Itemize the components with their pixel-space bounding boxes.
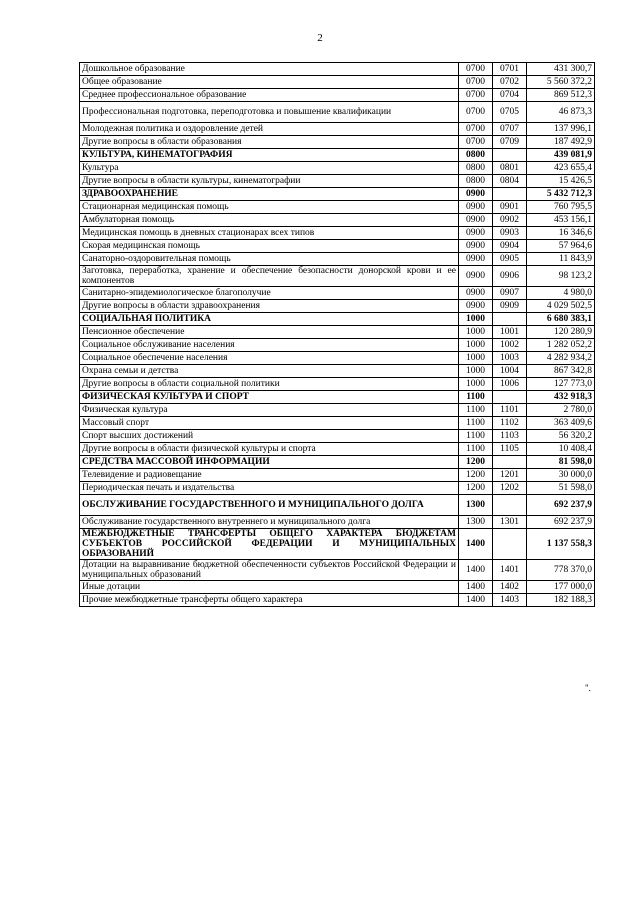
- table-row: [80, 339, 595, 352]
- row-amount: 120 280,9: [527, 326, 595, 339]
- row-name: Дотации на выравнивание бюджетной обеспеченности субъектов Российской Федерации и муниципальных образований: [80, 560, 459, 581]
- table-row: [80, 365, 595, 378]
- row-amount: 5 560 372,2: [527, 76, 595, 89]
- row-subsection-code: 0902: [493, 214, 527, 227]
- row-name: ОБСЛУЖИВАНИЕ ГОСУДАРСТВЕННОГО И МУНИЦИПАЛЬНОГО ДОЛГА: [80, 495, 459, 516]
- row-name: КУЛЬТУРА, КИНЕМАТОГРАФИЯ: [80, 149, 459, 162]
- row-name: Социальное обслуживание населения: [80, 339, 459, 352]
- row-subsection-code: 0801: [493, 162, 527, 175]
- row-name: Иные дотации: [80, 581, 459, 594]
- row-subsection-code: [493, 149, 527, 162]
- row-amount: 2 780,0: [527, 404, 595, 417]
- row-section-code: 0800: [459, 175, 493, 188]
- row-subsection-code: 1201: [493, 469, 527, 482]
- row-name: Среднее профессиональное образование: [80, 89, 459, 102]
- row-name: Санаторно-оздоровительная помощь: [80, 253, 459, 266]
- row-subsection-code: 1202: [493, 482, 527, 495]
- row-section-code: 1000: [459, 313, 493, 326]
- table-row: [80, 123, 595, 136]
- row-section-code: 0900: [459, 227, 493, 240]
- row-subsection-code: 0709: [493, 136, 527, 149]
- row-amount: 1 137 558,3: [527, 529, 595, 560]
- section-row: [80, 495, 595, 516]
- row-subsection-code: 1301: [493, 516, 527, 529]
- row-section-code: 1200: [459, 469, 493, 482]
- row-subsection-code: 1004: [493, 365, 527, 378]
- row-name: Спорт высших достижений: [80, 430, 459, 443]
- table-row: [80, 443, 595, 456]
- row-name: Другие вопросы в области здравоохранения: [80, 300, 459, 313]
- row-section-code: 1000: [459, 326, 493, 339]
- row-name: ФИЗИЧЕСКАЯ КУЛЬТУРА И СПОРТ: [80, 391, 459, 404]
- row-section-code: 1000: [459, 339, 493, 352]
- row-section-code: 0900: [459, 188, 493, 201]
- row-section-code: 0900: [459, 300, 493, 313]
- table-row: [80, 430, 595, 443]
- section-row: [80, 456, 595, 469]
- row-section-code: 0700: [459, 89, 493, 102]
- table-row: [80, 102, 595, 123]
- row-name: МЕЖБЮДЖЕТНЫЕ ТРАНСФЕРТЫ ОБЩЕГО ХАРАКТЕРА БЮДЖЕТАМ СУБЪЕКТОВ РОССИЙСКОЙ ФЕДЕРАЦИИ И МУНИЦИПАЛЬНЫХ ОБРАЗОВАНИЙ: [80, 529, 459, 560]
- row-name: Скорая медицинская помощь: [80, 240, 459, 253]
- row-name: ЗДРАВООХРАНЕНИЕ: [80, 188, 459, 201]
- row-section-code: 1400: [459, 594, 493, 607]
- row-section-code: 0700: [459, 136, 493, 149]
- row-name: Охрана семьи и детства: [80, 365, 459, 378]
- row-name: Социальное обеспечение населения: [80, 352, 459, 365]
- section-row: [80, 313, 595, 326]
- row-subsection-code: 0701: [493, 63, 527, 76]
- row-subsection-code: 1003: [493, 352, 527, 365]
- row-amount: 51 598,0: [527, 482, 595, 495]
- row-subsection-code: 0705: [493, 102, 527, 123]
- row-section-code: 1000: [459, 365, 493, 378]
- row-section-code: 1100: [459, 404, 493, 417]
- row-subsection-code: [493, 529, 527, 560]
- row-section-code: 1000: [459, 352, 493, 365]
- row-section-code: 1000: [459, 378, 493, 391]
- row-amount: 182 188,3: [527, 594, 595, 607]
- table-row: [80, 175, 595, 188]
- row-section-code: 0700: [459, 102, 493, 123]
- row-subsection-code: 1105: [493, 443, 527, 456]
- row-name: Физическая культура: [80, 404, 459, 417]
- row-section-code: 0900: [459, 214, 493, 227]
- row-name: Медицинская помощь в дневных стационарах всех типов: [80, 227, 459, 240]
- table-row: [80, 326, 595, 339]
- row-section-code: 0700: [459, 76, 493, 89]
- row-subsection-code: [493, 456, 527, 469]
- row-name: Заготовка, переработка, хранение и обеспечение безопасности донорской крови и ее компонентов: [80, 266, 459, 287]
- row-amount: 177 000,0: [527, 581, 595, 594]
- row-name: Массовый спорт: [80, 417, 459, 430]
- row-name: Дошкольное образование: [80, 63, 459, 76]
- row-amount: 6 680 383,1: [527, 313, 595, 326]
- row-section-code: 1100: [459, 417, 493, 430]
- row-name: Общее образование: [80, 76, 459, 89]
- row-section-code: 1300: [459, 495, 493, 516]
- table-row: [80, 469, 595, 482]
- row-subsection-code: 0909: [493, 300, 527, 313]
- row-subsection-code: 0901: [493, 201, 527, 214]
- table-row: [80, 136, 595, 149]
- row-amount: 10 408,4: [527, 443, 595, 456]
- row-section-code: 1400: [459, 581, 493, 594]
- row-amount: 56 320,2: [527, 430, 595, 443]
- section-row: [80, 188, 595, 201]
- row-section-code: 0800: [459, 162, 493, 175]
- table-row: [80, 404, 595, 417]
- row-amount: 4 980,0: [527, 287, 595, 300]
- row-name: Обслуживание государственного внутреннего и муниципального долга: [80, 516, 459, 529]
- row-subsection-code: [493, 313, 527, 326]
- row-name: Молодежная политика и оздоровление детей: [80, 123, 459, 136]
- row-amount: 98 123,2: [527, 266, 595, 287]
- closing-quote-mark: ".: [585, 683, 591, 693]
- table-row: [80, 214, 595, 227]
- row-subsection-code: 1006: [493, 378, 527, 391]
- section-row: [80, 529, 595, 560]
- row-subsection-code: 1001: [493, 326, 527, 339]
- row-section-code: 1100: [459, 391, 493, 404]
- row-section-code: 0700: [459, 123, 493, 136]
- row-subsection-code: 1101: [493, 404, 527, 417]
- row-name: Прочие межбюджетные трансферты общего характера: [80, 594, 459, 607]
- row-section-code: 1200: [459, 482, 493, 495]
- table-row: [80, 417, 595, 430]
- row-amount: 453 156,1: [527, 214, 595, 227]
- row-subsection-code: [493, 391, 527, 404]
- table-row: [80, 378, 595, 391]
- section-row: [80, 149, 595, 162]
- row-section-code: 1300: [459, 516, 493, 529]
- row-name: Профессиональная подготовка, переподготовка и повышение квалификации: [80, 102, 459, 123]
- table-row: [80, 352, 595, 365]
- row-name: Стационарная медицинская помощь: [80, 201, 459, 214]
- row-amount: 692 237,9: [527, 516, 595, 529]
- row-name: Периодическая печать и издательства: [80, 482, 459, 495]
- row-section-code: 1100: [459, 430, 493, 443]
- page-number: 2: [317, 32, 323, 44]
- row-amount: 57 964,6: [527, 240, 595, 253]
- table-row: [80, 227, 595, 240]
- row-section-code: 0900: [459, 240, 493, 253]
- row-section-code: 0700: [459, 63, 493, 76]
- row-subsection-code: 0707: [493, 123, 527, 136]
- row-subsection-code: 1102: [493, 417, 527, 430]
- row-amount: 127 773,0: [527, 378, 595, 391]
- row-subsection-code: 0904: [493, 240, 527, 253]
- table-row: [80, 201, 595, 214]
- budget-table: [79, 62, 595, 607]
- row-subsection-code: 0702: [493, 76, 527, 89]
- row-name: Другие вопросы в области образования: [80, 136, 459, 149]
- table-row: [80, 240, 595, 253]
- row-subsection-code: 0905: [493, 253, 527, 266]
- row-amount: 4 282 934,2: [527, 352, 595, 365]
- row-subsection-code: 0906: [493, 266, 527, 287]
- row-amount: 363 409,6: [527, 417, 595, 430]
- row-amount: 137 996,1: [527, 123, 595, 136]
- table-row: [80, 266, 595, 287]
- section-row: [80, 391, 595, 404]
- row-amount: 16 346,6: [527, 227, 595, 240]
- row-amount: 431 300,7: [527, 63, 595, 76]
- row-subsection-code: 0704: [493, 89, 527, 102]
- row-section-code: 0900: [459, 287, 493, 300]
- row-name: Другие вопросы в области социальной политики: [80, 378, 459, 391]
- row-amount: 30 000,0: [527, 469, 595, 482]
- row-subsection-code: [493, 188, 527, 201]
- row-name: Телевидение и радиовещание: [80, 469, 459, 482]
- table-row: [80, 594, 595, 607]
- table-row: [80, 300, 595, 313]
- row-amount: 692 237,9: [527, 495, 595, 516]
- row-name: Амбулаторная помощь: [80, 214, 459, 227]
- row-subsection-code: 1402: [493, 581, 527, 594]
- row-section-code: 0900: [459, 253, 493, 266]
- row-amount: 869 512,3: [527, 89, 595, 102]
- row-name: СРЕДСТВА МАССОВОЙ ИНФОРМАЦИИ: [80, 456, 459, 469]
- row-subsection-code: 0907: [493, 287, 527, 300]
- row-section-code: 1400: [459, 560, 493, 581]
- table-row: [80, 287, 595, 300]
- row-name: СОЦИАЛЬНАЯ ПОЛИТИКА: [80, 313, 459, 326]
- row-amount: 1 282 052,2: [527, 339, 595, 352]
- row-section-code: 0900: [459, 266, 493, 287]
- row-section-code: 0800: [459, 149, 493, 162]
- row-amount: 11 843,9: [527, 253, 595, 266]
- row-amount: 187 492,9: [527, 136, 595, 149]
- row-subsection-code: 1103: [493, 430, 527, 443]
- row-subsection-code: 1002: [493, 339, 527, 352]
- row-amount: 15 426,5: [527, 175, 595, 188]
- row-amount: 46 873,3: [527, 102, 595, 123]
- row-amount: 439 081,9: [527, 149, 595, 162]
- row-amount: 778 370,0: [527, 560, 595, 581]
- table-row: [80, 516, 595, 529]
- row-amount: 81 598,0: [527, 456, 595, 469]
- table-row: [80, 581, 595, 594]
- row-amount: 760 795,5: [527, 201, 595, 214]
- table-row: [80, 560, 595, 581]
- row-subsection-code: 1403: [493, 594, 527, 607]
- row-subsection-code: 0804: [493, 175, 527, 188]
- row-name: Культура: [80, 162, 459, 175]
- row-section-code: 1200: [459, 456, 493, 469]
- table-row: [80, 63, 595, 76]
- table-row: [80, 253, 595, 266]
- row-amount: 867 342,8: [527, 365, 595, 378]
- table-row: [80, 482, 595, 495]
- row-amount: 5 432 712,3: [527, 188, 595, 201]
- row-name: Другие вопросы в области культуры, кинематографии: [80, 175, 459, 188]
- table-row: [80, 162, 595, 175]
- row-section-code: 1100: [459, 443, 493, 456]
- table-row: [80, 89, 595, 102]
- row-amount: 4 029 502,5: [527, 300, 595, 313]
- row-name: Санитарно-эпидемиологическое благополучие: [80, 287, 459, 300]
- row-section-code: 1400: [459, 529, 493, 560]
- table-row: [80, 76, 595, 89]
- row-subsection-code: [493, 495, 527, 516]
- row-subsection-code: 1401: [493, 560, 527, 581]
- row-section-code: 0900: [459, 201, 493, 214]
- row-name: Пенсионное обеспечение: [80, 326, 459, 339]
- row-amount: 432 918,3: [527, 391, 595, 404]
- row-subsection-code: 0903: [493, 227, 527, 240]
- row-amount: 423 655,4: [527, 162, 595, 175]
- row-name: Другие вопросы в области физической культуры и спорта: [80, 443, 459, 456]
- table-body: [80, 63, 595, 607]
